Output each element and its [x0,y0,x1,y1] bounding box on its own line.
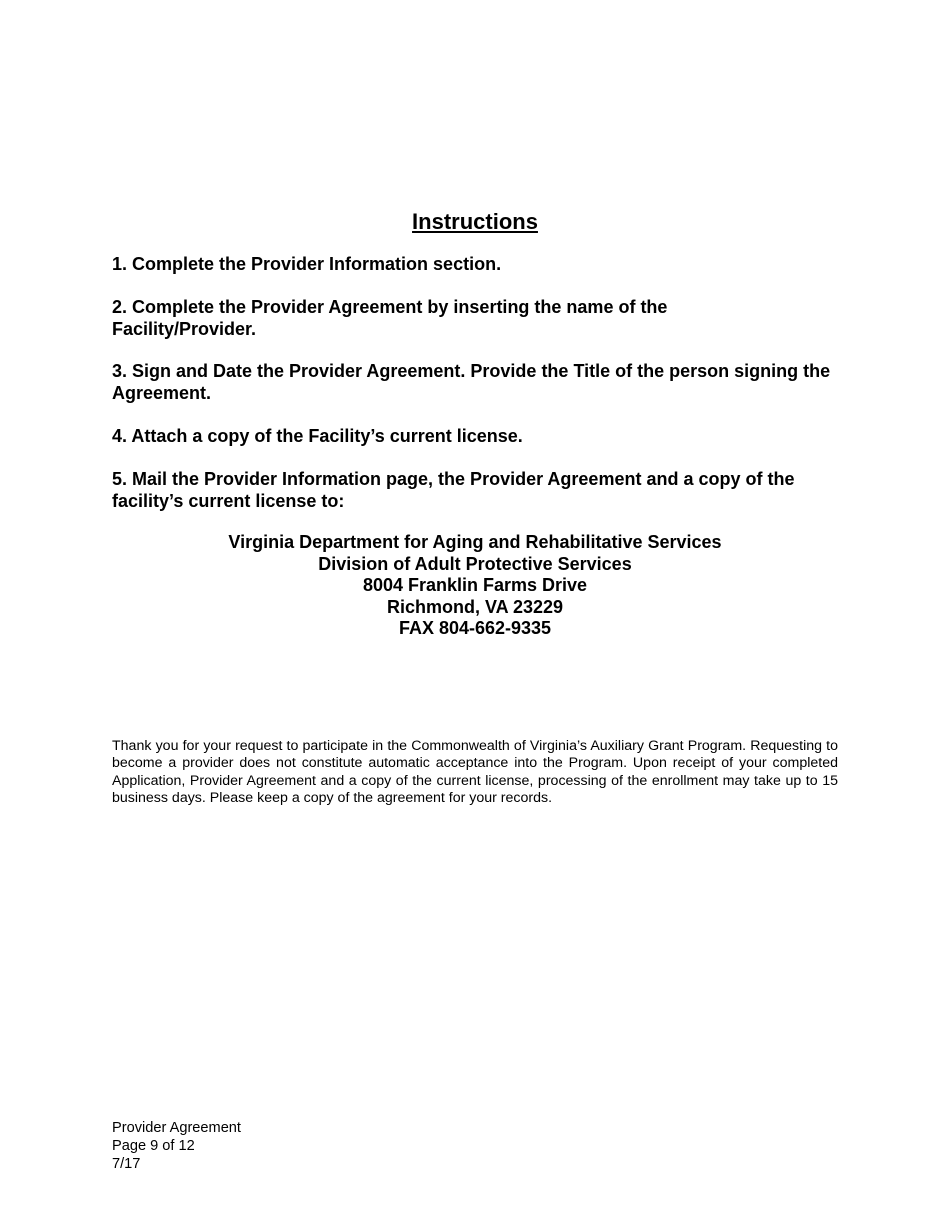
thank-you-paragraph: Thank you for your request to participate in the Commonwealth of Virginia’s Auxiliary Grant Program. Requesting to become a provider does not constitute automatic acceptance into the Program. Upon receipt of your completed Application, Provider Agreement and a copy of the current license, processing of the enrollment may take up to 15 business days. Please keep a copy of the agreement for your records. [112,738,838,806]
address-division: Division of Adult Protective Services [318,553,632,574]
footer-form-name: Provider Agreement [112,1120,241,1136]
address-organization: Virginia Department for Aging and Rehabilitative Services [228,532,722,552]
page-footer [112,1119,241,1173]
address-street: 8004 Franklin Farms Drive [362,575,588,595]
mailing-address [0,532,950,640]
instruction-step-5: 5. Mail the Provider Information page, the Provider Agreement and a copy of the facility’s current license to: [112,469,795,511]
instruction-step-4: 4. Attach a copy of the Facility’s current license. [112,426,523,446]
instruction-step-1: 1. Complete the Provider Information section. [112,254,502,274]
footer-page-number: Page 9 of 12 [112,1138,195,1154]
footer-revision-date: 7/17 [112,1156,141,1172]
address-fax: FAX 804-662-9335 [398,618,552,638]
address-city-state-zip: Richmond, VA 23229 [386,596,564,617]
page-title: Instructions [412,209,538,234]
instruction-step-3: 3. Sign and Date the Provider Agreement. Provide the Title of the person signing the Agreement. [112,361,831,403]
instruction-step-2: 2. Complete the Provider Agreement by inserting the name of the Facility/Provider. [112,297,668,339]
